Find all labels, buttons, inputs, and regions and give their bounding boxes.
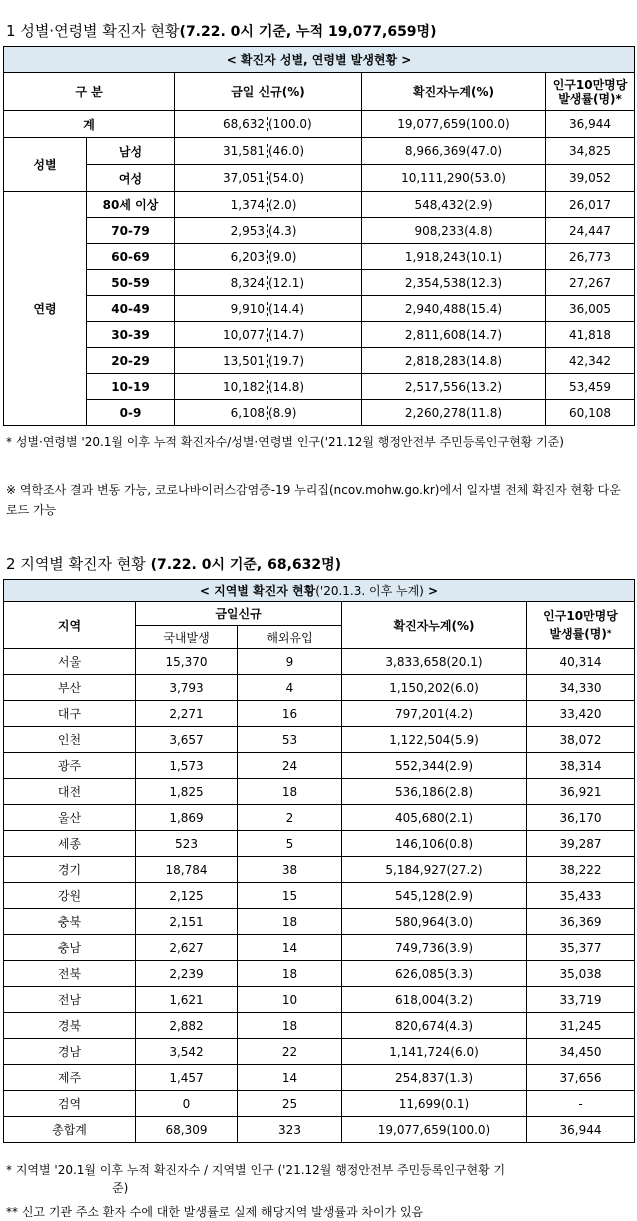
overseas-cell: 53 — [238, 727, 342, 753]
table2-caption-title: < 지역별 확진자 현황 — [199, 584, 316, 598]
domestic-cell: 3,793 — [136, 675, 238, 701]
table-row — [4, 675, 635, 701]
today-cell — [175, 270, 362, 296]
rate-cell: 34,330 — [527, 675, 635, 701]
today-percent: (46.0) — [268, 144, 305, 158]
rate-cell: 33,719 — [527, 987, 635, 1013]
cumulative-cell: 254,837(1.3) — [342, 1065, 527, 1091]
overseas-cell: 18 — [238, 909, 342, 935]
table-row — [4, 400, 635, 426]
rate-cell: 36,944 — [546, 111, 635, 138]
overseas-cell: 18 — [238, 779, 342, 805]
rate-cell: 31,245 — [527, 1013, 635, 1039]
overseas-cell: 25 — [238, 1091, 342, 1117]
section1-footnote: * 성별·연령별 '20.1월 이후 누적 확진자수/성별·연령별 인구('21.12월 행정안전부 주민등록인구현황 기준) — [6, 435, 564, 449]
region-table — [3, 579, 635, 1143]
section1-number: 1 — [6, 22, 16, 40]
table-row — [4, 165, 635, 192]
cumulative-cell: 2,354,538(12.3) — [362, 270, 546, 296]
cumulative-cell: 580,964(3.0) — [342, 909, 527, 935]
section2-title-text: 지역별 확진자 현황 — [20, 555, 146, 573]
today-percent: (14.8) — [268, 379, 305, 394]
cumulative-cell: 405,680(2.1) — [342, 805, 527, 831]
today-percent: (2.0) — [268, 197, 297, 212]
rate-cell: 27,267 — [546, 270, 635, 296]
region-cell: 강원 — [4, 883, 136, 909]
table-row — [4, 779, 635, 805]
domestic-cell: 1,573 — [136, 753, 238, 779]
today-cell — [175, 111, 362, 138]
section1-title-basis: (7.22. 0시 기준, 누적 19,077,659명) — [179, 24, 437, 40]
today-percent: (9.0) — [268, 249, 297, 264]
overseas-cell: 18 — [238, 961, 342, 987]
domestic-cell: 3,657 — [136, 727, 238, 753]
overseas-cell: 9 — [238, 649, 342, 675]
overseas-cell: 14 — [238, 1065, 342, 1091]
today-cell — [175, 138, 362, 165]
header-rate — [527, 602, 635, 649]
header-region: 지역 — [4, 602, 136, 649]
region-cell: 서울 — [4, 649, 136, 675]
domestic-cell: 0 — [136, 1091, 238, 1117]
rate-cell: 26,773 — [546, 244, 635, 270]
cumulative-cell: 545,128(2.9) — [342, 883, 527, 909]
today-percent: (54.0) — [268, 171, 305, 185]
row-label: 0-9 — [87, 400, 175, 426]
today-cell — [175, 165, 362, 192]
cumulative-cell: 5,184,927(27.2) — [342, 857, 527, 883]
domestic-cell: 2,271 — [136, 701, 238, 727]
region-cell: 부산 — [4, 675, 136, 701]
cumulative-cell: 8,966,369(47.0) — [362, 138, 546, 165]
rate-cell: 40,314 — [527, 649, 635, 675]
rate-cell: 39,052 — [546, 165, 635, 192]
region-cell: 검역 — [4, 1091, 136, 1117]
domestic-cell: 68,309 — [136, 1117, 238, 1143]
table2-caption-period: ('20.1.3. 이후 누계) — [315, 584, 424, 598]
cumulative-cell: 536,186(2.8) — [342, 779, 527, 805]
rate-cell: - — [527, 1091, 635, 1117]
today-count: 9,910 — [175, 302, 268, 316]
table-row — [4, 649, 635, 675]
region-cell: 제주 — [4, 1065, 136, 1091]
domestic-cell: 2,627 — [136, 935, 238, 961]
sex-age-table — [3, 46, 635, 426]
overseas-cell: 2 — [238, 805, 342, 831]
region-cell: 대전 — [4, 779, 136, 805]
header-today: 금일 신규(%) — [175, 73, 362, 111]
row-label: 50-59 — [87, 270, 175, 296]
domestic-cell: 1,869 — [136, 805, 238, 831]
table2-caption — [4, 580, 635, 602]
region-cell: 인천 — [4, 727, 136, 753]
today-count: 6,203 — [175, 250, 268, 264]
overseas-cell: 10 — [238, 987, 342, 1013]
today-count: 6,108 — [175, 406, 268, 420]
table-row — [4, 218, 635, 244]
domestic-cell: 2,125 — [136, 883, 238, 909]
row-label: 남성 — [87, 138, 175, 165]
header-today-new: 금일신규 — [136, 602, 342, 626]
row-label: 계 — [4, 111, 175, 138]
today-percent: (100.0) — [268, 117, 312, 131]
overseas-cell: 38 — [238, 857, 342, 883]
cumulative-cell: 1,141,724(6.0) — [342, 1039, 527, 1065]
rate-cell: 38,314 — [527, 753, 635, 779]
cumulative-cell: 820,674(4.3) — [342, 1013, 527, 1039]
rate-cell: 36,170 — [527, 805, 635, 831]
rate-cell: 36,005 — [546, 296, 635, 322]
section1-remark: ※ 역학조사 결과 변동 가능, 코로나바이러스감염증-19 누리집(ncov.mohw.go.kr)에서 일자별 전체 확진자 현황 다운로드 가능 — [6, 483, 621, 517]
table-row — [4, 322, 635, 348]
section2-title — [6, 553, 341, 574]
today-cell — [175, 192, 362, 218]
region-cell: 광주 — [4, 753, 136, 779]
header-rate-line1: 인구10만명당 — [543, 609, 618, 623]
today-cell — [175, 322, 362, 348]
today-cell — [175, 400, 362, 426]
rate-cell: 35,377 — [527, 935, 635, 961]
table-row — [4, 374, 635, 400]
today-cell — [175, 244, 362, 270]
rate-cell: 26,017 — [546, 192, 635, 218]
table1-caption: < 확진자 성별, 연령별 발생현황 > — [4, 47, 635, 73]
table-row — [4, 727, 635, 753]
cumulative-cell: 548,432(2.9) — [362, 192, 546, 218]
table-row — [4, 883, 635, 909]
overseas-cell: 14 — [238, 935, 342, 961]
rate-cell: 60,108 — [546, 400, 635, 426]
table-row — [4, 296, 635, 322]
cumulative-cell: 1,918,243(10.1) — [362, 244, 546, 270]
cumulative-cell: 10,111,290(53.0) — [362, 165, 546, 192]
cumulative-cell: 2,517,556(13.2) — [362, 374, 546, 400]
today-percent: (4.3) — [268, 223, 297, 238]
section1-title — [6, 20, 436, 41]
today-cell — [175, 374, 362, 400]
rate-cell: 35,433 — [527, 883, 635, 909]
table-row — [4, 138, 635, 165]
today-count: 68,632 — [175, 117, 268, 131]
cumulative-cell: 749,736(3.9) — [342, 935, 527, 961]
cumulative-cell: 146,106(0.8) — [342, 831, 527, 857]
cumulative-cell: 552,344(2.9) — [342, 753, 527, 779]
table-row — [4, 805, 635, 831]
cumulative-cell: 19,077,659(100.0) — [362, 111, 546, 138]
section2-title-basis: (7.22. 0시 기준, 68,632명) — [150, 557, 342, 573]
table-row — [4, 987, 635, 1013]
region-cell: 경남 — [4, 1039, 136, 1065]
header-rate-mark: * — [606, 629, 612, 639]
cumulative-cell: 2,818,283(14.8) — [362, 348, 546, 374]
rate-cell: 36,944 — [527, 1117, 635, 1143]
region-cell: 대구 — [4, 701, 136, 727]
header-domestic: 국내발생 — [136, 626, 238, 649]
today-count: 10,182 — [175, 380, 268, 394]
row-label: 60-69 — [87, 244, 175, 270]
rate-cell: 34,825 — [546, 138, 635, 165]
region-cell: 충남 — [4, 935, 136, 961]
today-count: 10,077 — [175, 328, 268, 342]
table-row — [4, 1065, 635, 1091]
header-overseas: 해외유입 — [238, 626, 342, 649]
table-row — [4, 1013, 635, 1039]
cumulative-cell: 1,150,202(6.0) — [342, 675, 527, 701]
domestic-cell: 15,370 — [136, 649, 238, 675]
table-row — [4, 857, 635, 883]
row-label: 20-29 — [87, 348, 175, 374]
table-row — [4, 192, 635, 218]
table-row-total — [4, 111, 635, 138]
rate-cell: 38,222 — [527, 857, 635, 883]
today-percent: (8.9) — [268, 405, 297, 420]
overseas-cell: 24 — [238, 753, 342, 779]
cumulative-cell: 618,004(3.2) — [342, 987, 527, 1013]
region-cell: 전북 — [4, 961, 136, 987]
domestic-cell: 523 — [136, 831, 238, 857]
cumulative-cell: 3,833,658(20.1) — [342, 649, 527, 675]
cumulative-cell: 2,811,608(14.7) — [362, 322, 546, 348]
today-cell — [175, 218, 362, 244]
header-cumulative: 확진자누계(%) — [362, 73, 546, 111]
cumulative-cell: 2,260,278(11.8) — [362, 400, 546, 426]
today-percent: (12.1) — [268, 275, 305, 290]
table-row — [4, 909, 635, 935]
section2-number: 2 — [6, 555, 16, 573]
table-row — [4, 961, 635, 987]
cumulative-cell: 797,201(4.2) — [342, 701, 527, 727]
today-count: 8,324 — [175, 276, 268, 290]
rate-cell: 37,656 — [527, 1065, 635, 1091]
region-cell: 울산 — [4, 805, 136, 831]
table-row — [4, 753, 635, 779]
region-cell: 전남 — [4, 987, 136, 1013]
section2-footnote-cont: 준) — [112, 1181, 129, 1195]
domestic-cell: 18,784 — [136, 857, 238, 883]
rate-cell: 35,038 — [527, 961, 635, 987]
rate-cell: 38,072 — [527, 727, 635, 753]
region-cell: 경기 — [4, 857, 136, 883]
today-percent: (14.7) — [268, 327, 305, 342]
rate-cell: 39,287 — [527, 831, 635, 857]
row-label: 70-79 — [87, 218, 175, 244]
region-cell: 총합계 — [4, 1117, 136, 1143]
rate-cell: 36,921 — [527, 779, 635, 805]
overseas-cell: 323 — [238, 1117, 342, 1143]
table-row — [4, 701, 635, 727]
table-row — [4, 935, 635, 961]
table-row — [4, 1039, 635, 1065]
table-row-total — [4, 1117, 635, 1143]
domestic-cell: 3,542 — [136, 1039, 238, 1065]
rate-cell: 53,459 — [546, 374, 635, 400]
row-label: 80세 이상 — [87, 192, 175, 218]
today-cell — [175, 348, 362, 374]
row-label: 40-49 — [87, 296, 175, 322]
age-group-label: 연령 — [4, 192, 87, 426]
domestic-cell: 2,239 — [136, 961, 238, 987]
header-cumulative: 확진자누계(%) — [342, 602, 527, 649]
domestic-cell: 1,457 — [136, 1065, 238, 1091]
section2-footnote: * 지역별 '20.1월 이후 누적 확진자수 / 지역별 인구 ('21.12월 행정안전부 주민등록인구현황 기 — [6, 1163, 506, 1177]
today-count: 13,501 — [175, 354, 268, 368]
today-count: 2,953 — [175, 224, 268, 238]
domestic-cell: 2,151 — [136, 909, 238, 935]
today-count: 31,581 — [175, 144, 268, 158]
cumulative-cell: 2,940,488(15.4) — [362, 296, 546, 322]
cumulative-cell: 19,077,659(100.0) — [342, 1117, 527, 1143]
domestic-cell: 1,825 — [136, 779, 238, 805]
header-rate-line2: 발생률(명)* — [558, 91, 622, 106]
overseas-cell: 18 — [238, 1013, 342, 1039]
overseas-cell: 15 — [238, 883, 342, 909]
header-group: 구 분 — [4, 73, 175, 111]
rate-cell: 24,447 — [546, 218, 635, 244]
section2-remark: ** 신고 기관 주소 환자 수에 대한 발생률로 실제 해당지역 발생률과 차이가 있음 — [6, 1205, 424, 1219]
region-cell: 세종 — [4, 831, 136, 857]
cumulative-cell: 626,085(3.3) — [342, 961, 527, 987]
domestic-cell: 1,621 — [136, 987, 238, 1013]
section1-title-text: 성별·연령별 확진자 현황 — [20, 22, 180, 40]
header-rate-line2 — [527, 625, 634, 643]
header-rate — [546, 73, 635, 111]
table-row — [4, 831, 635, 857]
row-label: 30-39 — [87, 322, 175, 348]
rate-cell: 36,369 — [527, 909, 635, 935]
cumulative-cell: 11,699(0.1) — [342, 1091, 527, 1117]
row-label: 10-19 — [87, 374, 175, 400]
overseas-cell: 16 — [238, 701, 342, 727]
region-cell: 충북 — [4, 909, 136, 935]
cumulative-cell: 908,233(4.8) — [362, 218, 546, 244]
row-label: 여성 — [87, 165, 175, 192]
rate-cell: 33,420 — [527, 701, 635, 727]
rate-cell: 34,450 — [527, 1039, 635, 1065]
header-rate-line1: 인구10만명당 — [552, 77, 628, 92]
table-row — [4, 348, 635, 374]
overseas-cell: 22 — [238, 1039, 342, 1065]
overseas-cell: 5 — [238, 831, 342, 857]
region-cell: 경북 — [4, 1013, 136, 1039]
overseas-cell: 4 — [238, 675, 342, 701]
today-percent: (14.4) — [268, 301, 305, 316]
today-count: 37,051 — [175, 171, 268, 185]
table2-caption-end: > — [423, 584, 439, 598]
table-row — [4, 1091, 635, 1117]
rate-cell: 41,818 — [546, 322, 635, 348]
sex-group-label: 성별 — [4, 138, 87, 192]
header-rate-text: 발생률(명) — [549, 627, 607, 641]
today-percent: (19.7) — [268, 353, 305, 368]
rate-cell: 42,342 — [546, 348, 635, 374]
table-row — [4, 270, 635, 296]
today-count: 1,374 — [175, 198, 268, 212]
table-row — [4, 244, 635, 270]
today-cell — [175, 296, 362, 322]
domestic-cell: 2,882 — [136, 1013, 238, 1039]
cumulative-cell: 1,122,504(5.9) — [342, 727, 527, 753]
